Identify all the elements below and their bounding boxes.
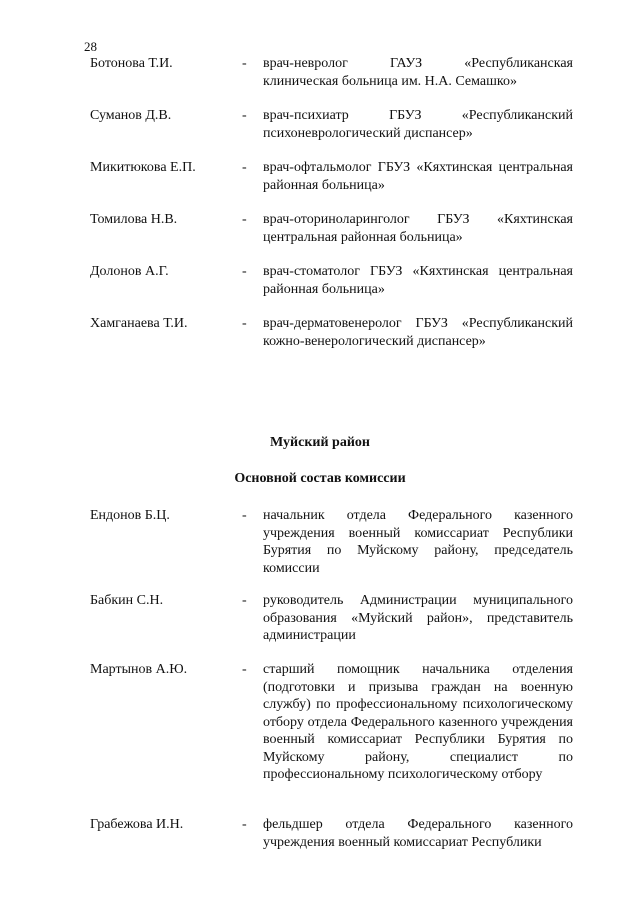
member-role: старший помощник начальника отделения (подготовки и призыва граждан на военную службу) по профессиональному психологическому отбору отдела Федерального казенного учреждения военный комиссариат Республики Бурятия по Муйскому району, специалист по профессиональному психологическому отбору [263, 662, 573, 782]
dash-separator: - [242, 108, 247, 123]
member-role: врач-офтальмолог ГБУЗ «Кяхтинская центральная районная больница» [263, 160, 573, 193]
dash-separator: - [242, 160, 247, 175]
member-entry [90, 661, 573, 811]
member-entry [90, 816, 573, 856]
member-name: Ботонова Т.И. [90, 56, 173, 71]
member-role: врач-невролог ГАУЗ «Республиканская клиническая больница им. Н.А. Семашко» [263, 56, 573, 89]
dash-separator: - [242, 264, 247, 279]
dash-separator: - [242, 593, 247, 608]
member-role: руководитель Администрации муниципального образования «Муйский район», представитель администрации [263, 593, 573, 643]
member-role: врач-оториноларинголог ГБУЗ «Кяхтинская центральная районная больница» [263, 212, 573, 245]
member-name: Грабежова И.Н. [90, 817, 184, 832]
member-name: Микитюкова Е.П. [90, 160, 196, 175]
member-name: Хамганаева Т.И. [90, 316, 188, 331]
district-heading: Муйский район [270, 435, 370, 450]
member-entry [90, 507, 573, 582]
member-role: врач-дерматовенеролог ГБУЗ «Республиканский кожно-венерологический диспансер» [263, 316, 573, 349]
dash-separator: - [242, 56, 247, 71]
page-number: 28 [84, 39, 97, 54]
member-name: Суманов Д.В. [90, 108, 172, 123]
member-role: врач-стоматолог ГБУЗ «Кяхтинская центральная районная больница» [263, 264, 573, 297]
dash-separator: - [242, 508, 247, 523]
member-name: Бабкин С.Н. [90, 593, 164, 608]
member-role: начальник отдела Федерального казенного учреждения военный комиссариат Республики Бурятия по Муйскому району, председатель комиссии [263, 508, 573, 576]
member-name: Томилова Н.В. [90, 212, 178, 227]
member-name: Долонов А.Г. [90, 264, 169, 279]
member-name: Мартынов А.Ю. [90, 662, 188, 677]
dash-separator: - [242, 212, 247, 227]
member-name: Ендонов Б.Ц. [90, 508, 170, 523]
member-role: фельдшер отдела Федерального казенного учреждения военный комиссариат Республики [263, 817, 573, 850]
member-entry [90, 315, 573, 405]
section-heading: Основной состав комиссии [234, 471, 406, 486]
dash-separator: - [242, 662, 247, 677]
member-role: врач-психиатр ГБУЗ «Республиканский психоневрологический диспансер» [263, 108, 573, 141]
dash-separator: - [242, 316, 247, 331]
dash-separator: - [242, 817, 247, 832]
member-entry [90, 592, 573, 652]
